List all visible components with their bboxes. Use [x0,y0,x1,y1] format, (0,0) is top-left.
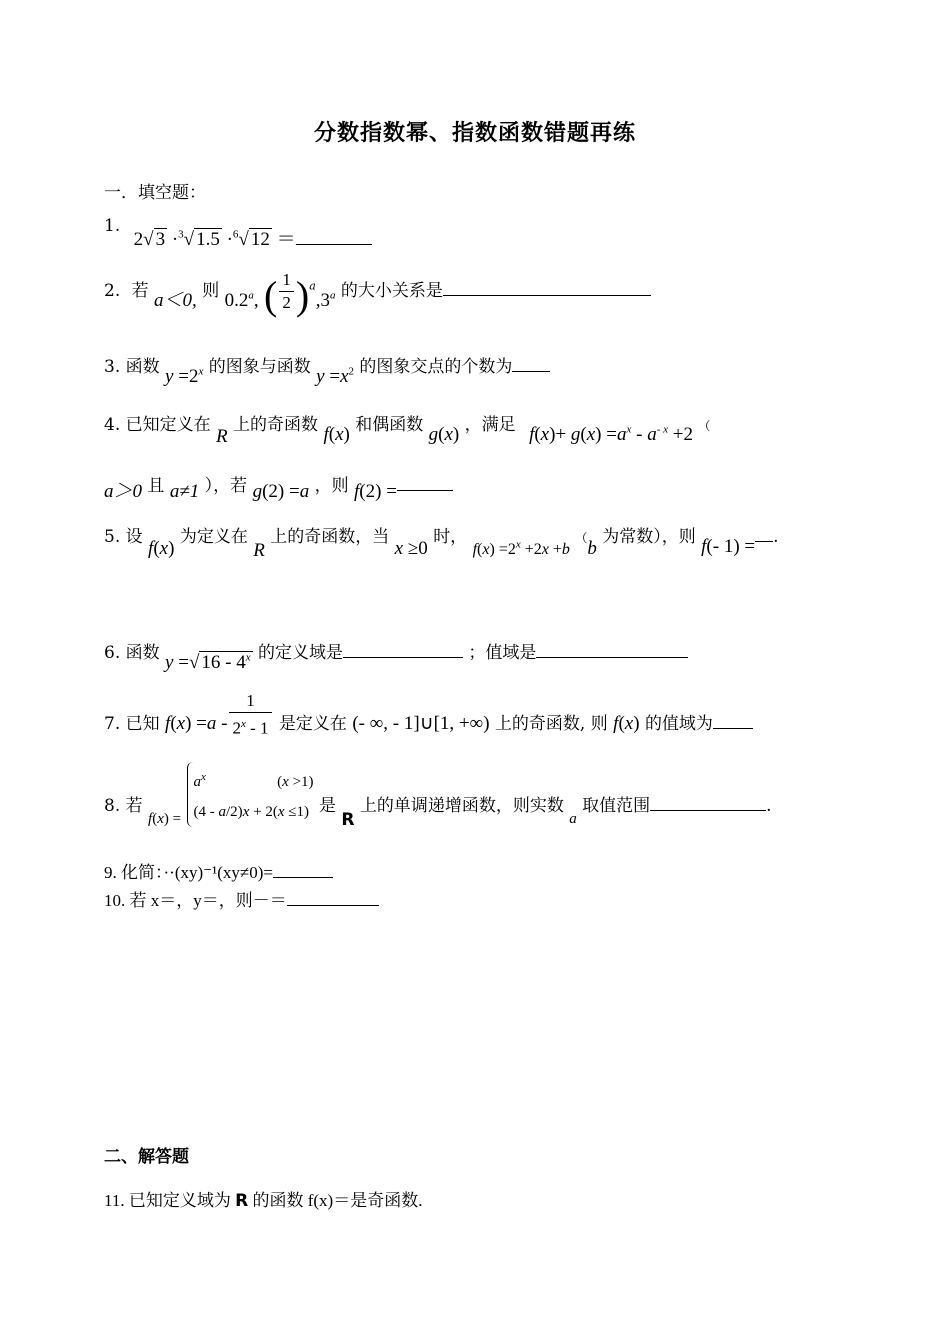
question-10: 10. 若 x＝，y＝，则－＝ [104,886,379,911]
answer-blank[interactable] [273,876,333,878]
answer-blank-range[interactable] [536,656,688,658]
q1-expression: 2√ 3 ·$^3$√ 1.5 ·$^6$√ 12 ＝ [134,229,372,250]
answer-blank[interactable] [397,489,453,491]
question-4-continued: a＞0 且 a≠1 ），若 g(2) =a ，则 f(2) = [104,470,453,497]
answer-blank[interactable] [287,904,379,906]
section-fill-in-heading: 一．填空题： [104,183,206,203]
question-7: 7. 已知 f(x) =a - $\frac{1}{2^x - 1}$ 是定义在 (- ∞, - 1]∪[1, +∞) 上的奇函数, 则 f(x) 的值域为 [104,686,753,736]
answer-blank[interactable] [443,294,651,296]
answer-blank-domain[interactable] [343,656,463,658]
q4-equation: $f(x)+ g(x) =a^x - a^{- x} +2$ [529,423,693,445]
q2-expression: 0.2$^a$, [224,289,259,311]
q8-piecewise: $a^x$ (x >1) (4 - a/2)x + 2(x ≤1) [187,762,314,827]
question-3: 3. 函数 $y =2^x$ 的图象与函数 $y =x^2$ 的图象交点的个数为 [104,352,550,378]
question-2: 2. 若 a＜0, 则 0.2$^a$, ( $\frac{1}{2}$ )$^a$,3$^a$ 的大小关系是 [104,268,651,315]
question-1 [104,210,372,250]
question-9: 9. 化简：··(xy)⁻¹(xy≠0)= [104,858,333,883]
question-4: 4. 已知定义在 R 上的奇函数 f(x) 和偶函数 g(x) ，满足 $f(x)+ g(x) =a^x - a^{- x} +2$ （ [104,415,711,447]
section-answer-heading: 二、解答题 [104,1147,189,1167]
page-title: 分数指数幂、指数函数错题再练 [313,121,636,146]
answer-blank[interactable] [713,727,753,729]
question-number: 1. [104,216,121,236]
answer-blank[interactable] [755,540,773,542]
question-11: 11. 已知定义域为 R 的函数 f(x)＝是奇函数. [104,1191,423,1211]
answer-blank[interactable] [512,370,550,372]
answer-blank[interactable] [650,809,766,811]
answer-blank[interactable] [296,243,372,245]
question-5: 5. 设 f(x) 为定义在 R 上的奇函数，当 x ≥0 时， $f(x) =2^x +2x +b$ （b 为常数），则 f(- 1) = . [104,527,779,561]
question-6: 6. 函数 y =√ 16 - 4$^x$ 的定义域是 ；值域是 [104,638,688,664]
question-8: 8. 若 f(x) = $a^x$ (x >1) (4 - a/2)x + 2(x ≤1) 是 R 上的单调递增函数，则实数 a 取值范围 . [104,762,772,827]
